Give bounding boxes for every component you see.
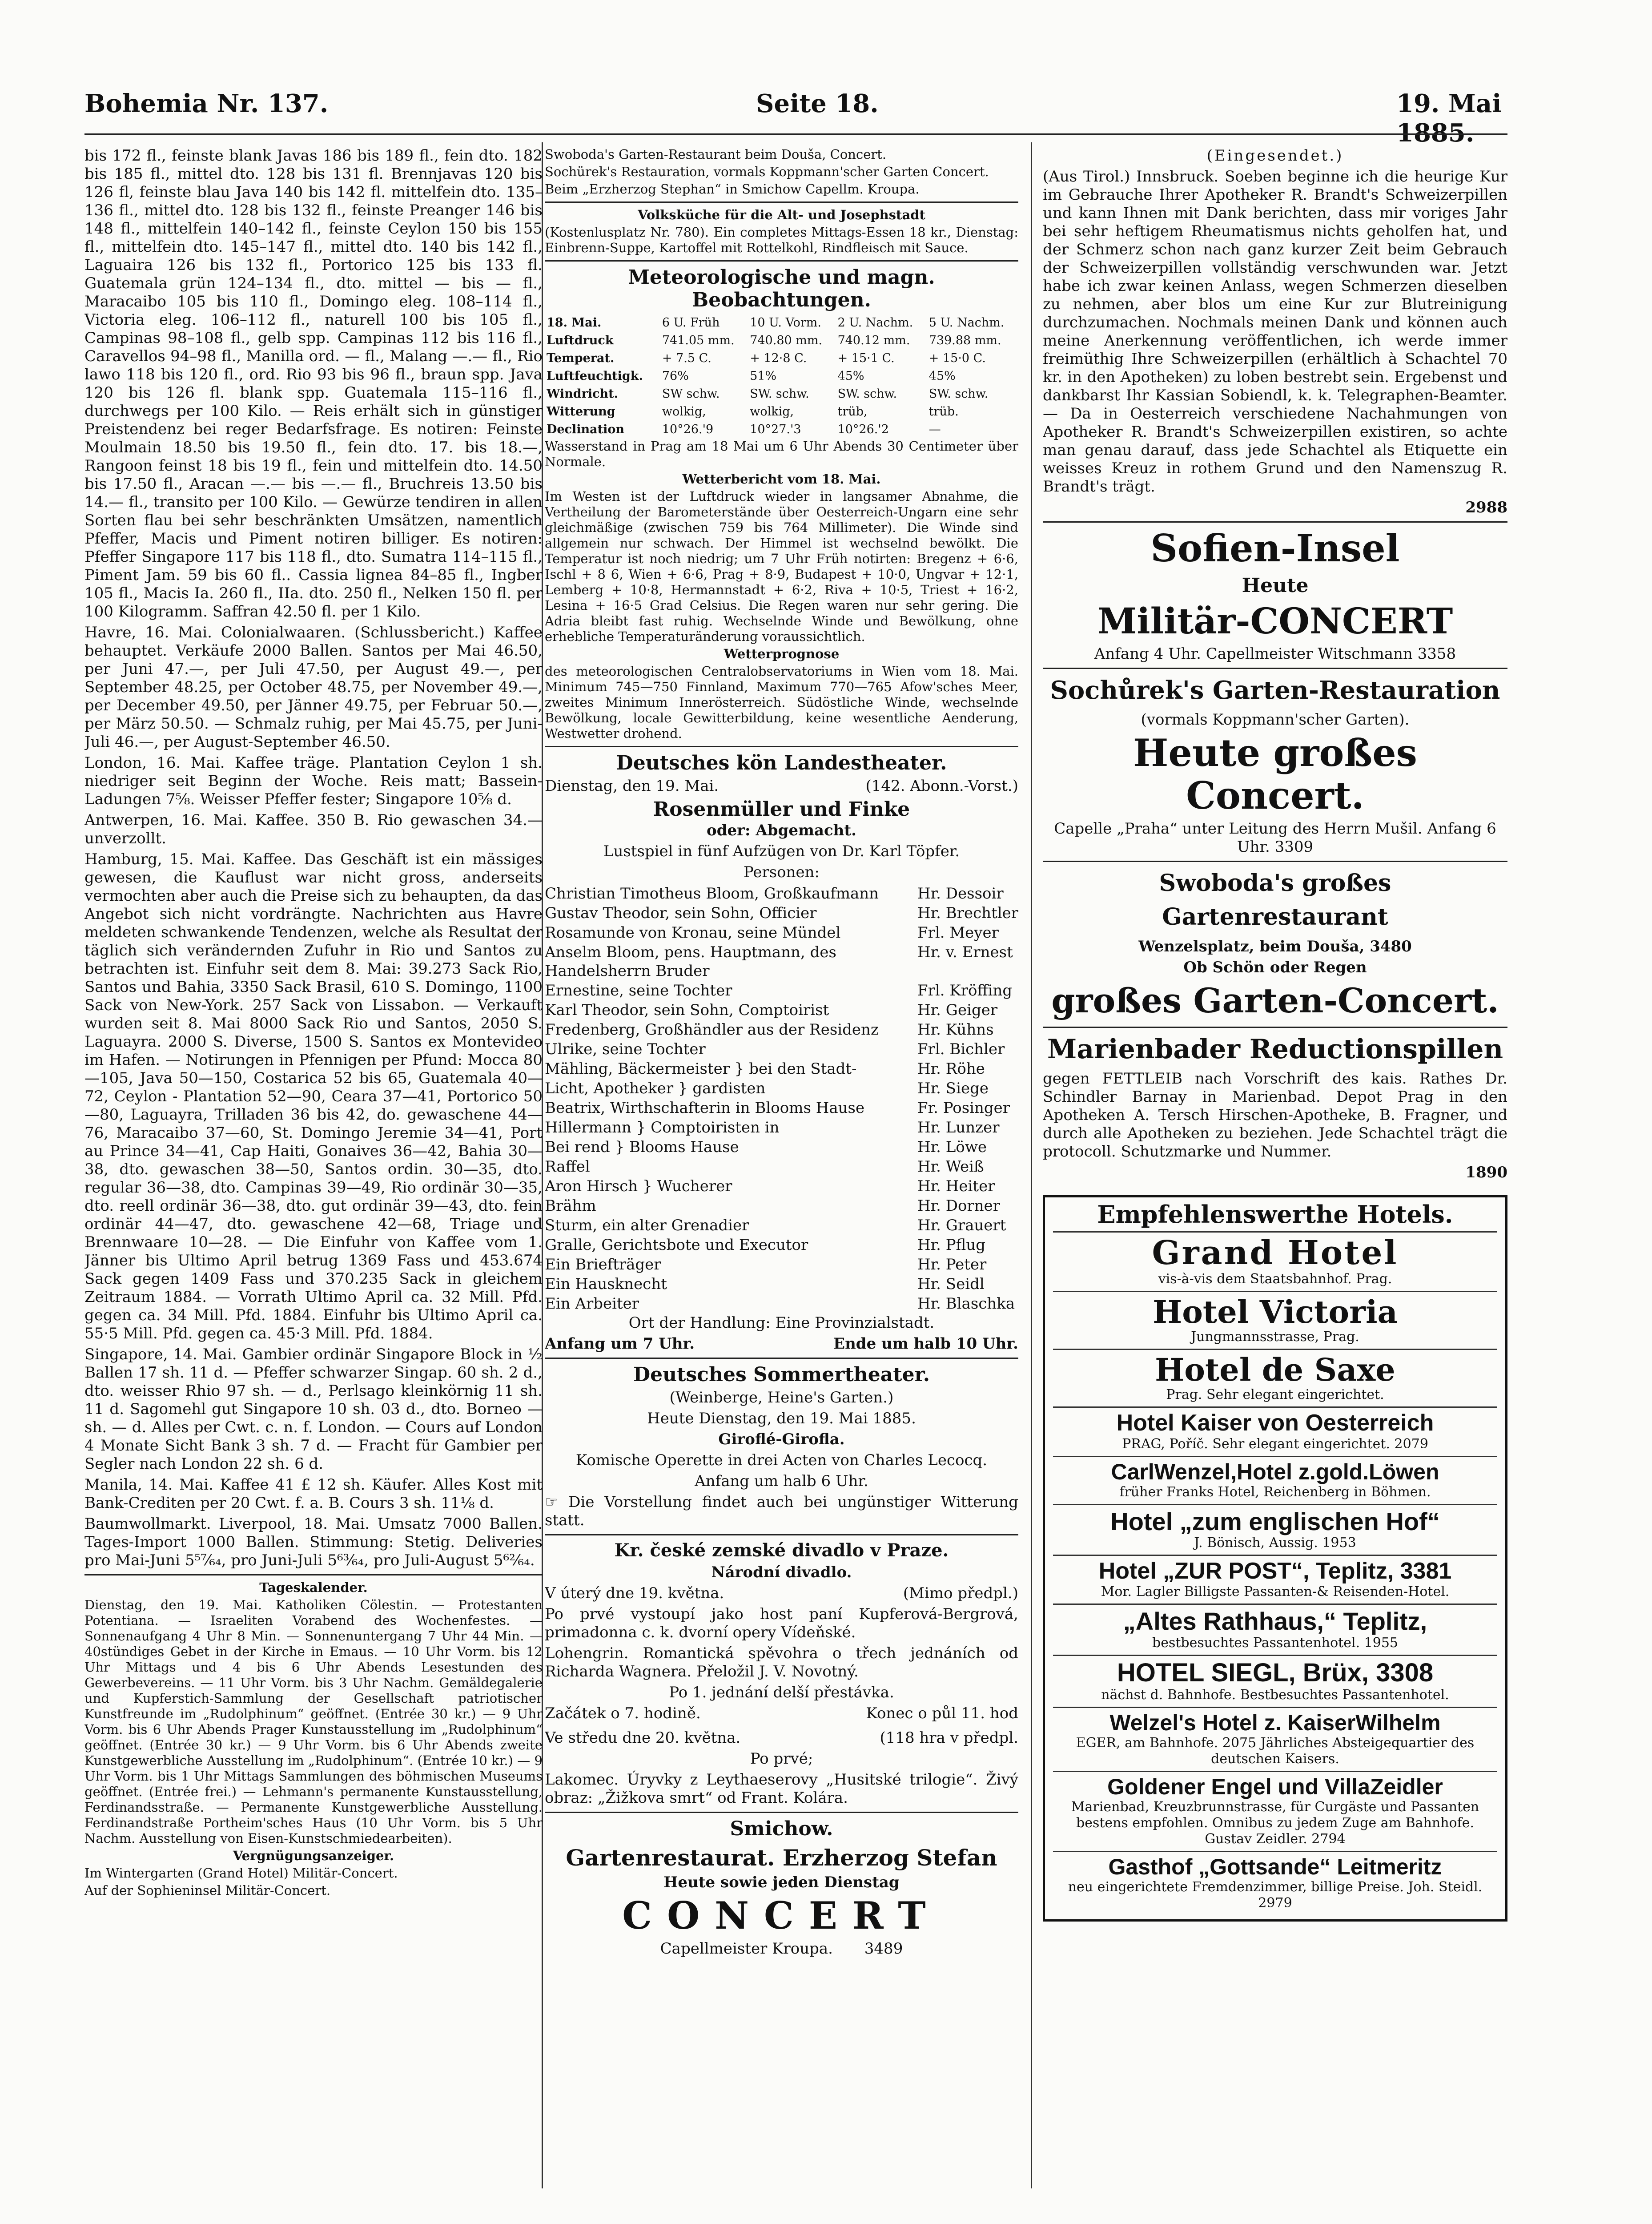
cast-row [545,1216,1018,1236]
cast-role: Christian Timotheus Bloom, Großkaufmann [545,885,879,902]
streda-text: Lakomec. Úryvky z Leythaeserovy „Husitské trilogie“. Živý obraz: „Žižkova smrt“ od Frant. Kolára. [545,1771,1018,1807]
anfang-time: Anfang um 7 Uhr. [545,1335,695,1353]
cast-actor: Hr. Siege [917,1080,989,1097]
meteo-cell: 739.88 mm. [928,334,1001,347]
wetter-text: Im Westen ist der Luftdruck wieder in langsamer Abnahme, die Vertheilung der Barometerstände über Oesterreich-Ungarn eine sehr gleichmäßige (zwischen 759 bis 764 Millimeter). Die Winde sind allgemein nur schwach. Der Himmel ist wechselnd bewölkt. Die Temperatur ist noch niedrig; um 7 Uhr Früh notirten: Bregenz + 6·6, Ischl + 8 6, Wien + 6·6, Prag + 8·9, Budapest + 10·0, Ungvar + 12·1, Lemberg + 10·8, Hermannstadt + 6·2, Riva + 10·5, Triest + 16·2, Lesina + 16·5 Grad Celsius. Die Regen waren nur sehr gering. Die Adria bleibt fast ruhig. Wechselnde Winde und Bewölkung, ohne erhebliche Temperaturänderung voraussichtlich. [545,489,1018,644]
streda-predpl: (118 hra v předpl. [880,1729,1018,1747]
eingesendet-text: (Aus Tirol.) Innsbruck. Soeben beginne ich die heurige Kur im Gebrauche Ihrer Apotheker R. Brandt's Schweizerpillen und kann Ihnen mit Dank berichten, dass mir voriges Jahr bei sehr heftigem Rheumatismus nichts geholfen hat, und der Schmerz schon nach ganz kurzer Zeit beim Gebrauch der Schweizerpillen vollständig verschwunden war. Jetzt habe ich zwar keinen Anlass, wegen Schmerzen dieselben zu nehmen, aber blos um eine Kur zur Blutreinigung durchzumachen. Nochmals meinen Dank und können auch meine Anerkennung veröffentlichen, ich werde immer freimüthig Ihre Schweizerpillen (erhältlich à Schachtel 70 kr. in den Apotheken) zu loben bestrebt sein. Ergebenst und dankbarst Ihr Kassian Sobiendl, k. k. Telegraphen-Beamter. — Da in Oesterreich verschiedene Nachahmungen von Apotheker R. Brandt's Schweizerpillen existiren, so achte man genau darauf, dass jede Schachtel als Etiquette ein weisses Kreuz in rothem Grund und den Namenszug R. Brandt's trägt. [1043,168,1507,496]
cast-row [545,1177,1018,1197]
hotel-name: CarlWenzel,Hotel z.gold.Löwen [1111,1459,1439,1484]
ort-der-handlung: Ort der Handlung: Eine Provinzialstadt. [628,1314,935,1332]
header-page-number: Seite 18. [756,89,879,118]
cast-row [545,1255,1018,1275]
cast-role: Ernestine, seine Tochter [545,982,732,999]
ceske-zacatek: Začátek o 7. hodině. [545,1704,701,1722]
cast-row [545,1275,1018,1294]
sofien-heute: Heute [1242,574,1309,597]
meteo-cell: 45% [837,369,864,383]
heute-jeden-dienstag: Heute sowie jeden Dienstag [663,1873,900,1891]
personen-heading: Personen: [743,863,820,881]
cast-row [545,1157,1018,1177]
play-title: Rosenmüller und Finke [653,798,910,821]
meteo-label: Luftdruck [547,334,614,347]
section-rule [545,1358,1018,1359]
anfang-row [545,1335,1018,1353]
meteo-row [545,367,1018,385]
sofien-anfang: Anfang 4 Uhr. Capellmeister Witschmann 3358 [1094,645,1456,663]
meteo-cell: + 15·1 C. [837,351,895,365]
meteo-cell: + 12·8 C. [750,351,807,365]
meteo-cell: — [928,423,941,436]
column-notices-theater [545,147,1018,2224]
hotel-subline: PRAG, Poříč. Sehr elegant eingerichtet. 2079 [1122,1436,1428,1452]
sommertheater-location: (Weinberge, Heine's Garten.) [669,1389,894,1406]
cast-row [545,1236,1018,1255]
meteo-label: Temperat. [547,351,615,365]
hotel-subline: früher Franks Hotel, Reichenberg in Böhmen. [1119,1484,1431,1500]
sommertheater-desc: Komische Operette in drei Acten von Charles Lecocq. [575,1451,988,1469]
sommertheater-play: Giroflé-Girofla. [718,1430,845,1448]
meteo-label: Witterung [547,405,615,419]
hotel-subline: EGER, am Bahnhofe. 2075 Jährliches Absteigequartier des deutschen Kaisers. [1076,1735,1475,1767]
meteo-cell: 740.12 mm. [837,334,910,347]
section-rule [545,260,1018,262]
volkskueche-title: Volksküche für die Alt- und Josephstadt [638,207,925,222]
section-rule [84,1574,543,1575]
cast-actor: Hr. Dessoir [917,885,1004,902]
cast-actor: Hr. v. Ernest [917,943,1013,961]
section-rule [545,1812,1018,1813]
header-rule [84,133,1507,135]
meteo-label: Declination [547,423,625,436]
cast-row [545,1138,1018,1157]
vergnuegung-item: Im Wintergarten (Grand Hotel) Militär-Concert. [84,1865,398,1881]
cast-role: Gralle, Gerichtsbote und Executor [545,1236,808,1254]
meteo-cell: + 15·0 C. [928,351,986,365]
marienbader-title: Marienbader Reductionspillen [1047,1034,1503,1065]
hotel-name: Hotel „zum englischen Hof“ [1110,1507,1440,1535]
sommertheater-anfang: Anfang um halb 6 Uhr. [695,1472,868,1490]
streda-prve: Po prvé; [750,1750,813,1768]
hotel-entry [1053,1292,1497,1350]
cast-actor: Hr. Heiter [917,1177,995,1195]
meteo-header-cell: 10 U. Vorm. [750,316,821,330]
section-rule [1043,668,1507,669]
meteo-cell: SW schw. [662,387,720,401]
cast-row [545,884,1018,904]
hotel-name: Welzel's Hotel z. KaiserWilhelm [1109,1710,1441,1735]
hotel-entry [1053,1505,1497,1556]
ceske-pause: Po 1. jednání delší přestávka. [669,1684,894,1701]
hotel-name: Hotel Kaiser von Oesterreich [1116,1410,1434,1436]
meteo-row [545,350,1018,367]
hotel-subline: Marienbad, Kreuzbrunnstrasse, für Curgäste und Passanten bestens empfohlen. Omnibus zu jedem Zuge am Bahnhofe. Gustav Zeidler. 2794 [1071,1799,1479,1847]
eingesendet-title: (Eingesendet.) [1206,147,1344,165]
cast-row [545,904,1018,923]
hotel-subline: vis-à-vis dem Staatsbahnhof. Prag. [1158,1271,1392,1287]
tageskalender-text: Dienstag, den 19. Mai. Katholiken Cölestin. — Protestanten Potentiana. — Israeliten Vorabend des Wochenfestes. — Sonnenaufgang 4 Uhr 8 Min. — Sonnenuntergang 7 Uhr 44 Min. — 40stündiges Gebet in der Kirche in Emaus. — 10 Uhr Vorm. bis 12 Uhr Mittags und 4 bis 6 Uhr Abends Lesestunden des Gewerbevereins. — 11 Uhr Vorm. bis 3 Uhr Nachm. Gemäldegalerie und Kupferstich-Sammlung der Gesellschaft patriotischer Kunstfreunde im „Rudolphinum“ geöffnet. (Entrée 30 kr.) — 9 Uhr Vorm. bis 6 Uhr Abends Prager Kunstausstellung im „Rudolphinum“ geöffnet. (Entrée 30 kr.) — 9 Uhr Vorm. bis 6 Uhr Abends zweite Kunstgewerbliche Ausstellung im „Rudolphinum“. (Entrée 10 kr.) — 9 Uhr Vorm. bis 1 Uhr Mittags Sammlungen des böhmischen Museums geöffnet. (Entrée frei.) — Lehmann's permanente Kunstausstellung, Ferdinandsstraße. — Permanente Kunstgewerbliche Ausstellung. Ferdinandstraße Portheim'sches Haus (10 Uhr Vorm. bis 5 Uhr Nachm. Ausstellung von Eisen-Kunstschmiedearbeiten). [84,1597,543,1846]
hotel-name: „Altes Rathhaus,“ Teplitz, [1123,1607,1427,1636]
cast-row [545,1020,1018,1040]
cast-actor: Hr. Lunzer [917,1119,1000,1136]
theater-date: Dienstag, den 19. Mai. [545,777,719,795]
hotel-subline: Jungmannsstrasse, Prag. [1191,1329,1359,1345]
ceske-date: V úterý dne 19. května. [545,1584,724,1602]
hotel-name: Goldener Engel und VillaZeidler [1107,1774,1443,1799]
meteo-cell: SW. schw. [837,387,897,401]
hotel-entry [1053,1408,1497,1457]
meteo-cell: 10°26.'2 [837,423,889,436]
swoboda-wenzelsplatz: Wenzelsplatz, beim Douša, 3480 [1138,938,1412,955]
cast-role: Hillermann } Comptoiristen in [545,1119,780,1136]
garten-concert: großes Garten-Concert. [1051,981,1499,1020]
meteo-row [545,385,1018,403]
hotel-entry [1053,1556,1497,1605]
ceske-date-row [545,1584,1018,1603]
narodni-divadlo: Národní divadlo. [711,1563,852,1581]
cast-actor: Frl. Meyer [917,924,999,942]
prognose-title: Wetterprognose [724,646,840,661]
sochurek-title: Sochůrek's Garten-Restauration [1050,676,1500,705]
market-paragraph: Manila, 14. Mai. Kaffee 41 £ 12 sh. Käufer. Alles Kost mit Bank-Crediten per 20 Cwt. f. a. B. Cours 3 sh. 11⅛ d. [84,1476,543,1512]
cast-row [545,1079,1018,1099]
cast-role: Mähling, Bäckermeister } bei den Stadt- [545,1060,857,1078]
meteo-row [545,403,1018,421]
hotel-subline: nächst d. Bahnhofe. Bestbesuchtes Passantenhotel. [1101,1687,1449,1703]
concert-notice: Beim „Erzherzog Stephan“ in Smichow Capellm. Kroupa. [545,181,920,197]
cast-row [545,1294,1018,1314]
marienbader-number: 1890 [1465,1164,1507,1181]
meteo-header-cell: 6 U. Früh [662,316,720,330]
hotel-entry [1053,1772,1497,1852]
swoboda-schoen: Ob Schön oder Regen [1183,959,1367,976]
hotel-name: Hotel „ZUR POST“, Teplitz, 3381 [1098,1558,1452,1584]
market-paragraph: Havre, 16. Mai. Colonialwaaren. (Schlussbericht.) Kaffee behauptet. Verkäufe 2000 Ballen. Santos per Mai 46.50, per Juni 47.—, per Juli 47.50, per August 49.—, per September 48.25, per October 48.75, per November 49.—, per December 49.50, per Jänner 49.75, per Februar 50.—, per März 50.50. — Schmalz ruhig, per Mai 45.75, per Juni-Juli 46.—, per August-September 46.50. [84,624,543,751]
meteo-cell: wolkig, [662,405,706,419]
concert-word: CONCERT [622,1894,941,1938]
market-paragraph: Singapore, 14. Mai. Gambier ordinär Singapore Block in ½ Ballen 17 sh. 11 d. — Pfeffer schwarzer Singap. 60 sh. 2 d., dto. weisser Rhio 97 sh. — d., Perlsago kleinkörnig 11 sh. 11 d. Sagomehl gut Singapore 10 sh. 03 d., dto. Borneo — sh. — d. Alles per Cwt. c. n. f. London. — Cours auf London 4 Monate Sicht Bank 3 sh. 7 d. — Fracht für Gambier per Segler nach London 22 sh. 6 d. [84,1346,543,1473]
cast-actor: Fr. Posinger [917,1099,1010,1117]
meteo-header-cell: 5 U. Nachm. [928,316,1005,330]
meteo-cell: 741.05 mm. [662,334,735,347]
theater-date-row [545,777,1018,795]
hotel-subline: Prag. Sehr elegant eingerichtet. [1166,1387,1384,1403]
sofien-insel-title: Sofien-Insel [1150,526,1400,570]
section-rule [1043,1027,1507,1028]
meteo-row [545,332,1018,350]
meteo-cell: + 7.5 C. [662,351,711,365]
market-paragraph: Hamburg, 15. Mai. Kaffee. Das Geschäft ist ein mässiges gewesen, die Kauflust war nicht gross, anderseits vermochten aber auch die Preise sich zu behaupten, da das Angebot sich nicht vordrängte. Nachrichten aus Havre meldeten schwankende Tendenzen, welche als Resultat der täglich sich verändernden Zufuhr in Rio und Santos zu betrachten ist. Einfuhr seit dem 8. Mai: 39.273 Sack Rio, Santos und Bahia, 3350 Sack Brasil, 610 S. Domingo, 1100 Sack von New-York. 257 Sack von Lissabon. — Verkauft wurden seit 8. Mai 8000 Sack Rio und Santos, 2050 S. Laguayra. 2000 S. Diverse, 1500 S. Santos ex Montevideo im Hafen. — Notirungen in Pfennigen per Pfund: Mocca 80—105, Java 50—150, Costarica 52 bis 65, Guatemala 40—72, Ceylon - Plantation 52—90, Ceara 37—41, Portorico 50—80, Laguayra, Trilladen 36 bis 42, do. gewaschene 44—76, Maracaibo 37—60, St. Domingo Jeremie 34—41, Port au Prince 34—41, Cap Haiti, Gonaives 36—42, Bahia 30—38, dto. gewaschen 38—50, Santos ordin. 30—35, dto. regular 36—38, dto. Campinas 39—49, Rio ordinär 30—35, dto. reell ordinär 36—38, dto. gut ordinär 39—43, dto. fein ordinär 44—47, dto. gewaschene 42—68, Triage und Brennwaare 10—28. — Die Einfuhr von Kaffee vom 1. Jänner bis Ultimo April betrug 1369 Fass und 453.674 Sack gegen 1409 Fass und 370.235 Sack in gleichem Zeitraum 1884. — Vorrath Ultimo April ca. 32 Mill. Pfd. gegen ca. 34 Mill. Pfd. 1884. Einfuhr bis Ultimo April ca. 55·5 Mill. Pfd. gegen ca. 45·3 Mill. Pfd. 1884. [84,850,543,1342]
cast-role: Ein Arbeiter [545,1295,639,1313]
streda-date: Ve středu dne 20. května. [545,1729,741,1747]
cast-role: Sturm, ein alter Grenadier [545,1217,749,1234]
cast-role: Aron Hirsch } Wucherer [545,1177,732,1195]
streda-row [545,1729,1018,1747]
header-date: 19. Mai 1885. [1396,89,1502,148]
column-advertisements [1043,147,1507,2224]
sochurek-capelle: Capelle „Praha“ unter Leitung des Herrn Mušil. Anfang 6 Uhr. 3309 [1054,820,1496,856]
hotel-name: Grand Hotel [1152,1234,1399,1272]
hotels-box [1043,1195,1507,1922]
column-market-reports [84,147,543,2224]
hotel-subline: bestbesuchtes Passantenhotel. 1955 [1152,1635,1398,1651]
cast-row [545,1040,1018,1060]
ceske-divadlo-title: Kr. české zemské divadlo v Praze. [614,1540,949,1561]
cast-actor: Hr. Geiger [917,1001,998,1019]
cast-row [545,981,1018,1001]
sommertheater-title: Deutsches Sommertheater. [633,1363,930,1386]
ceske-zacatek-row [545,1704,1018,1723]
cast-actor: Hr. Blaschka [917,1295,1015,1313]
hotel-entry [1053,1350,1497,1408]
cast-row [545,1060,1018,1079]
cast-actor: Hr. Brechtler [917,904,1018,922]
meteo-header-cell: 18. Mai. [547,316,602,330]
meteo-note: Wasserstand in Prag am 18 Mai um 6 Uhr Abends 30 Centimeter über Normale. [545,439,1018,469]
cast-actor: Hr. Dorner [917,1197,1001,1215]
cast-role: Bei rend } Blooms Hause [545,1138,739,1156]
cast-actor: Frl. Bichler [917,1040,1005,1058]
meteo-title: Meteorologische und magn. Beobachtungen. [628,266,935,311]
play-description: Lustspiel in fünf Aufzügen von Dr. Karl Töpfer. [603,842,960,860]
smichow-title: Smichow. [730,1817,833,1840]
column-divider-2 [1031,142,1032,2188]
meteo-cell: 10°26.'9 [662,423,714,436]
hotel-entry [1053,1605,1497,1656]
cast-actor: Hr. Weiß [917,1158,984,1176]
meteo-header-cell: 2 U. Nachm. [837,316,913,330]
meteo-row [545,421,1018,439]
meteo-label: Windricht. [547,387,619,401]
cast-role: Karl Theodor, sein Sohn, Comptoirist [545,1001,829,1019]
tageskalender-title: Tageskalender. [259,1580,368,1595]
section-rule [1043,521,1507,523]
cast-actor: Hr. Löwe [917,1138,987,1156]
hotel-name: Gasthof „Gottsande“ Leitmeritz [1108,1854,1442,1879]
section-rule [1043,861,1507,862]
cast-row [545,1197,1018,1216]
cast-role: Brähm [545,1197,596,1215]
cast-role: Rosamunde von Kronau, seine Mündel [545,924,841,942]
volkskueche-text: (Kostenlusplatz Nr. 780). Ein completes Mittags-Essen 18 kr., Dienstag: Einbrenn-Suppe, Kartoffel mit Rottelkohl, Rindfleisch mit Sauce. [545,225,1018,255]
meteo-cell: SW. schw. [928,387,989,401]
sommertheater-note: ☞ Die Vorstellung findet auch bei ungünstiger Witterung statt. [545,1493,1018,1529]
hotel-entry [1053,1852,1497,1915]
meteo-cell: 10°27.'3 [750,423,801,436]
wetter-title: Wetterbericht vom 18. Mai. [682,471,881,487]
section-rule [545,201,1018,203]
hotels-title: Empfehlenswerthe Hotels. [1053,1197,1497,1233]
kroupa-row [545,1940,1018,1958]
cast-actor: Frl. Kröffing [917,982,1013,999]
market-paragraph: Baumwollmarkt. Liverpool, 18. Mai. Umsatz 7000 Ballen. Tages-Import 1000 Ballen. Stimmung: Stetig. Deliveries pro Mai-Juni 5⁵⁷⁄₆₄, pro Juni-Juli 5⁶³⁄₆₄, pro Juli-August 5⁶²⁄₆₄. [84,1515,543,1569]
militaer-concert: Militär-CONCERT [1097,600,1453,642]
ceske-predpl: (Mimo předpl.) [903,1584,1018,1602]
cast-role: Fredenberg, Großhändler aus der Residenz [545,1021,879,1039]
concert-notice: Swoboda's Garten-Restaurant beim Douša, Concert. [545,147,887,162]
vergnuegung-item: Auf der Sophieninsel Militär-Concert. [84,1883,331,1898]
cast-role: Ein Briefträger [545,1256,661,1273]
hotel-name: Hotel de Saxe [1155,1351,1395,1389]
theater-title: Deutsches kön Landestheater. [616,752,947,774]
hotel-entry [1053,1457,1497,1505]
cast-actor: Hr. Röhe [917,1060,985,1078]
kroupa-capellmeister: Capellmeister Kroupa. [660,1940,833,1958]
section-rule [545,1534,1018,1535]
market-paragraph: Antwerpen, 16. Mai. Kaffee. 350 B. Rio gewaschen 34.— unverzollt. [84,811,543,847]
page-header [84,89,1507,148]
hotel-subline: Mor. Lagler Billigste Passanten-& Reisenden-Hotel. [1101,1584,1450,1600]
kroupa-number: 3489 [864,1940,903,1958]
swoboda-title: Swoboda's großes Gartenrestaurant [1159,870,1391,931]
sochurek-sub: (vormals Koppmann'scher Garten). [1141,711,1410,729]
eingesendet-number: 2988 [1465,499,1507,516]
meteo-cell: trüb. [928,405,959,419]
cast-role: Ein Hausknecht [545,1275,667,1293]
cast-role: Ulrike, seine Tochter [545,1040,706,1058]
hotel-subline: J. Bönisch, Aussig. 1953 [1194,1535,1356,1551]
cast-role: Gustav Theodor, sein Sohn, Officier [545,904,817,922]
market-paragraph: bis 172 fl., feinste blank Javas 186 bis 189 fl., fein dto. 182 bis 185 fl., mittel dto. 128 bis 131 fl. Brennjavas 120 bis 126 fl, feinste blau Java 140 bis 142 fl. mittelfein dto. 135–136 fl., mittel dto. 128 bis 132 fl., feinste Preanger 146 bis 148 fl., mittelfein 140–142 fl., feinste Ceylon 150 bis 155 fl., mittelfein dto. 145–147 fl., mittel dto. 140 bis 142 fl., Laguaira 126 bis 132 fl., Portorico 125 bis 133 fl. Guatemala grün 124–134 fl., dto. mittel — bis — fl., Maracaibo 105 bis 110 fl., Domingo eleg. 108–114 fl., Victoria eleg. 106–112 fl., naturell 100 bis 105 fl., Campinas 98–108 fl., gelb spp. Campinas 112 bis 116 fl., Caravellos 94–98 fl., Manilla ord. — fl., Malang —.— fl., Rio lawo 118 bis 120 fl., ord. Rio 93 bis 96 fl., braun spp. Java 120 bis 126 fl. blank spp. Guatemala 115–116 fl., durchwegs per 100 Kilo. — Reis erhält sich in günstiger Preistendenz bei reger Bedarfsfrage. Es notiren: Feinste Moulmain 18.50 bis 19.50 fl., fein dto. 17. bis 18.—, Rangoon feinst 18 bis 19 fl., fein und mittelfein dto. 14.50 bis 17.50 fl., Aracan —.— bis —.— fl., Bruchreis 13.50 bis 14.— fl., transito per 100 Kilo. — Gewürze tendiren in allen Sorten flau bei sehr beschränkten Umsätzen, namentlich Pfeffer, Macis und Piment notiren billiger. Es notiren: Pfeffer Singapore 117 bis 118 fl., dto. Sumatra 114–115 fl., Piment Jam. 59 bis 60 fl.. Cassia lignea 84–85 fl., Ingber 105 fl., Macis Ia. 260 fl., IIa. dto. 250 fl., Nelken 150 fl. per 100 Kilogramm. Saffran 42.50 fl. per 1 Kilo. [84,147,543,620]
meteo-cell: trüb, [837,405,868,419]
ceske-konec: Konec o půl 11. hod [866,1704,1018,1722]
gartenrestauration-name: Gartenrestaurat. Erzherzog Stefan [566,1845,997,1871]
cast-row [545,943,1018,981]
hotel-name: Hotel Victoria [1153,1293,1398,1331]
hotel-name: HOTEL SIEGL, Brüx, 3308 [1117,1658,1434,1687]
heute-grosses-concert: Heute großes Concert. [1133,731,1417,818]
ende-time: Ende um halb 10 Uhr. [833,1335,1018,1353]
ceske-text: Po prvé vystoupí jako host paní Kupferová-Bergrová, primadonna c. k. dvorní opery Vídeňské. [545,1605,1018,1641]
cast-actor: Hr. Kühns [917,1021,994,1039]
cast-row [545,1118,1018,1138]
market-paragraph: London, 16. Mai. Kaffee träge. Plantation Ceylon 1 sh. niedriger seit Beginn der Woche. Reis matt; Bassein-Ladungen 7⅝. Weisser Pfeffer fester; Singapore 10⅝ d. [84,754,543,808]
cast-role: Beatrix, Wirthschafterin in Blooms Hause [545,1099,865,1117]
meteo-cell: 51% [750,369,777,383]
cast-actor: Hr. Pflug [917,1236,985,1254]
hotel-entry [1053,1233,1497,1292]
vergnuegung-title: Vergnügungsanzeiger. [233,1848,394,1863]
meteo-table [545,314,1018,439]
hotel-subline: neu eingerichtete Fremdenzimmer, billige Preise. Joh. Steidl. 2979 [1068,1879,1483,1911]
cast-row [545,923,1018,943]
meteo-label: Luftfeuchtigk. [547,369,643,383]
meteo-header-row [545,314,1018,332]
marienbader-text: gegen FETTLEIB nach Vorschrift des kais. Rathes Dr. Schindler Barnay in Marienbad. Depot Prag in den Apotheken A. Tersch Hirschen-Apotheke, B. Fragner, und durch alle Apotheken zu beziehen. Jede Schachtel trägt die protocoll. Schutzmarke und Nummer. [1043,1070,1507,1160]
play-subtitle: oder: Abgemacht. [707,822,856,839]
meteo-cell: 76% [662,369,689,383]
prognose-text: des meteorologischen Centralobservatoriums in Wien vom 18. Mai. Minimum 745—750 Finnland, Maximum 770—765 Afow'sches Meer, zweites Minimum Innerösterreich. Südöstliche Winde, wechselnde Bewölkung, locale Gewitterbildung, keine wesentliche Aenderung, Westwetter drohend. [545,664,1018,741]
theater-abonnement: (142. Abonn.-Vorst.) [865,777,1018,795]
meteo-cell: wolkig, [750,405,794,419]
cast-actor: Hr. Grauert [917,1217,1006,1234]
concert-notice: Sochürek's Restauration, vormals Koppmann'scher Garten Concert. [545,164,989,179]
cast-row [545,1099,1018,1118]
header-publication: Bohemia Nr. 137. [84,89,329,118]
ceske-opera: Lohengrin. Romantická spěvohra o třech jednáních od Richarda Wagnera. Přeložil J. V. Novotný. [545,1644,1018,1680]
sommertheater-date: Heute Dienstag, den 19. Mai 1885. [647,1410,916,1427]
section-rule [545,746,1018,747]
cast-actor: Hr. Seidl [917,1275,985,1293]
cast-role: Licht, Apotheker } gardisten [545,1080,766,1097]
hotel-entry [1053,1708,1497,1772]
meteo-cell: SW. schw. [750,387,809,401]
hotel-entry [1053,1656,1497,1708]
cast-actor: Hr. Peter [917,1256,987,1273]
cast-row [545,1001,1018,1020]
cast-role: Raffel [545,1158,590,1176]
cast-role: Anselm Bloom, pens. Hauptmann, des Handelsherrn Bruder [545,943,836,980]
cast-table [545,884,1018,1314]
meteo-cell: 45% [928,369,956,383]
meteo-cell: 740.80 mm. [750,334,823,347]
